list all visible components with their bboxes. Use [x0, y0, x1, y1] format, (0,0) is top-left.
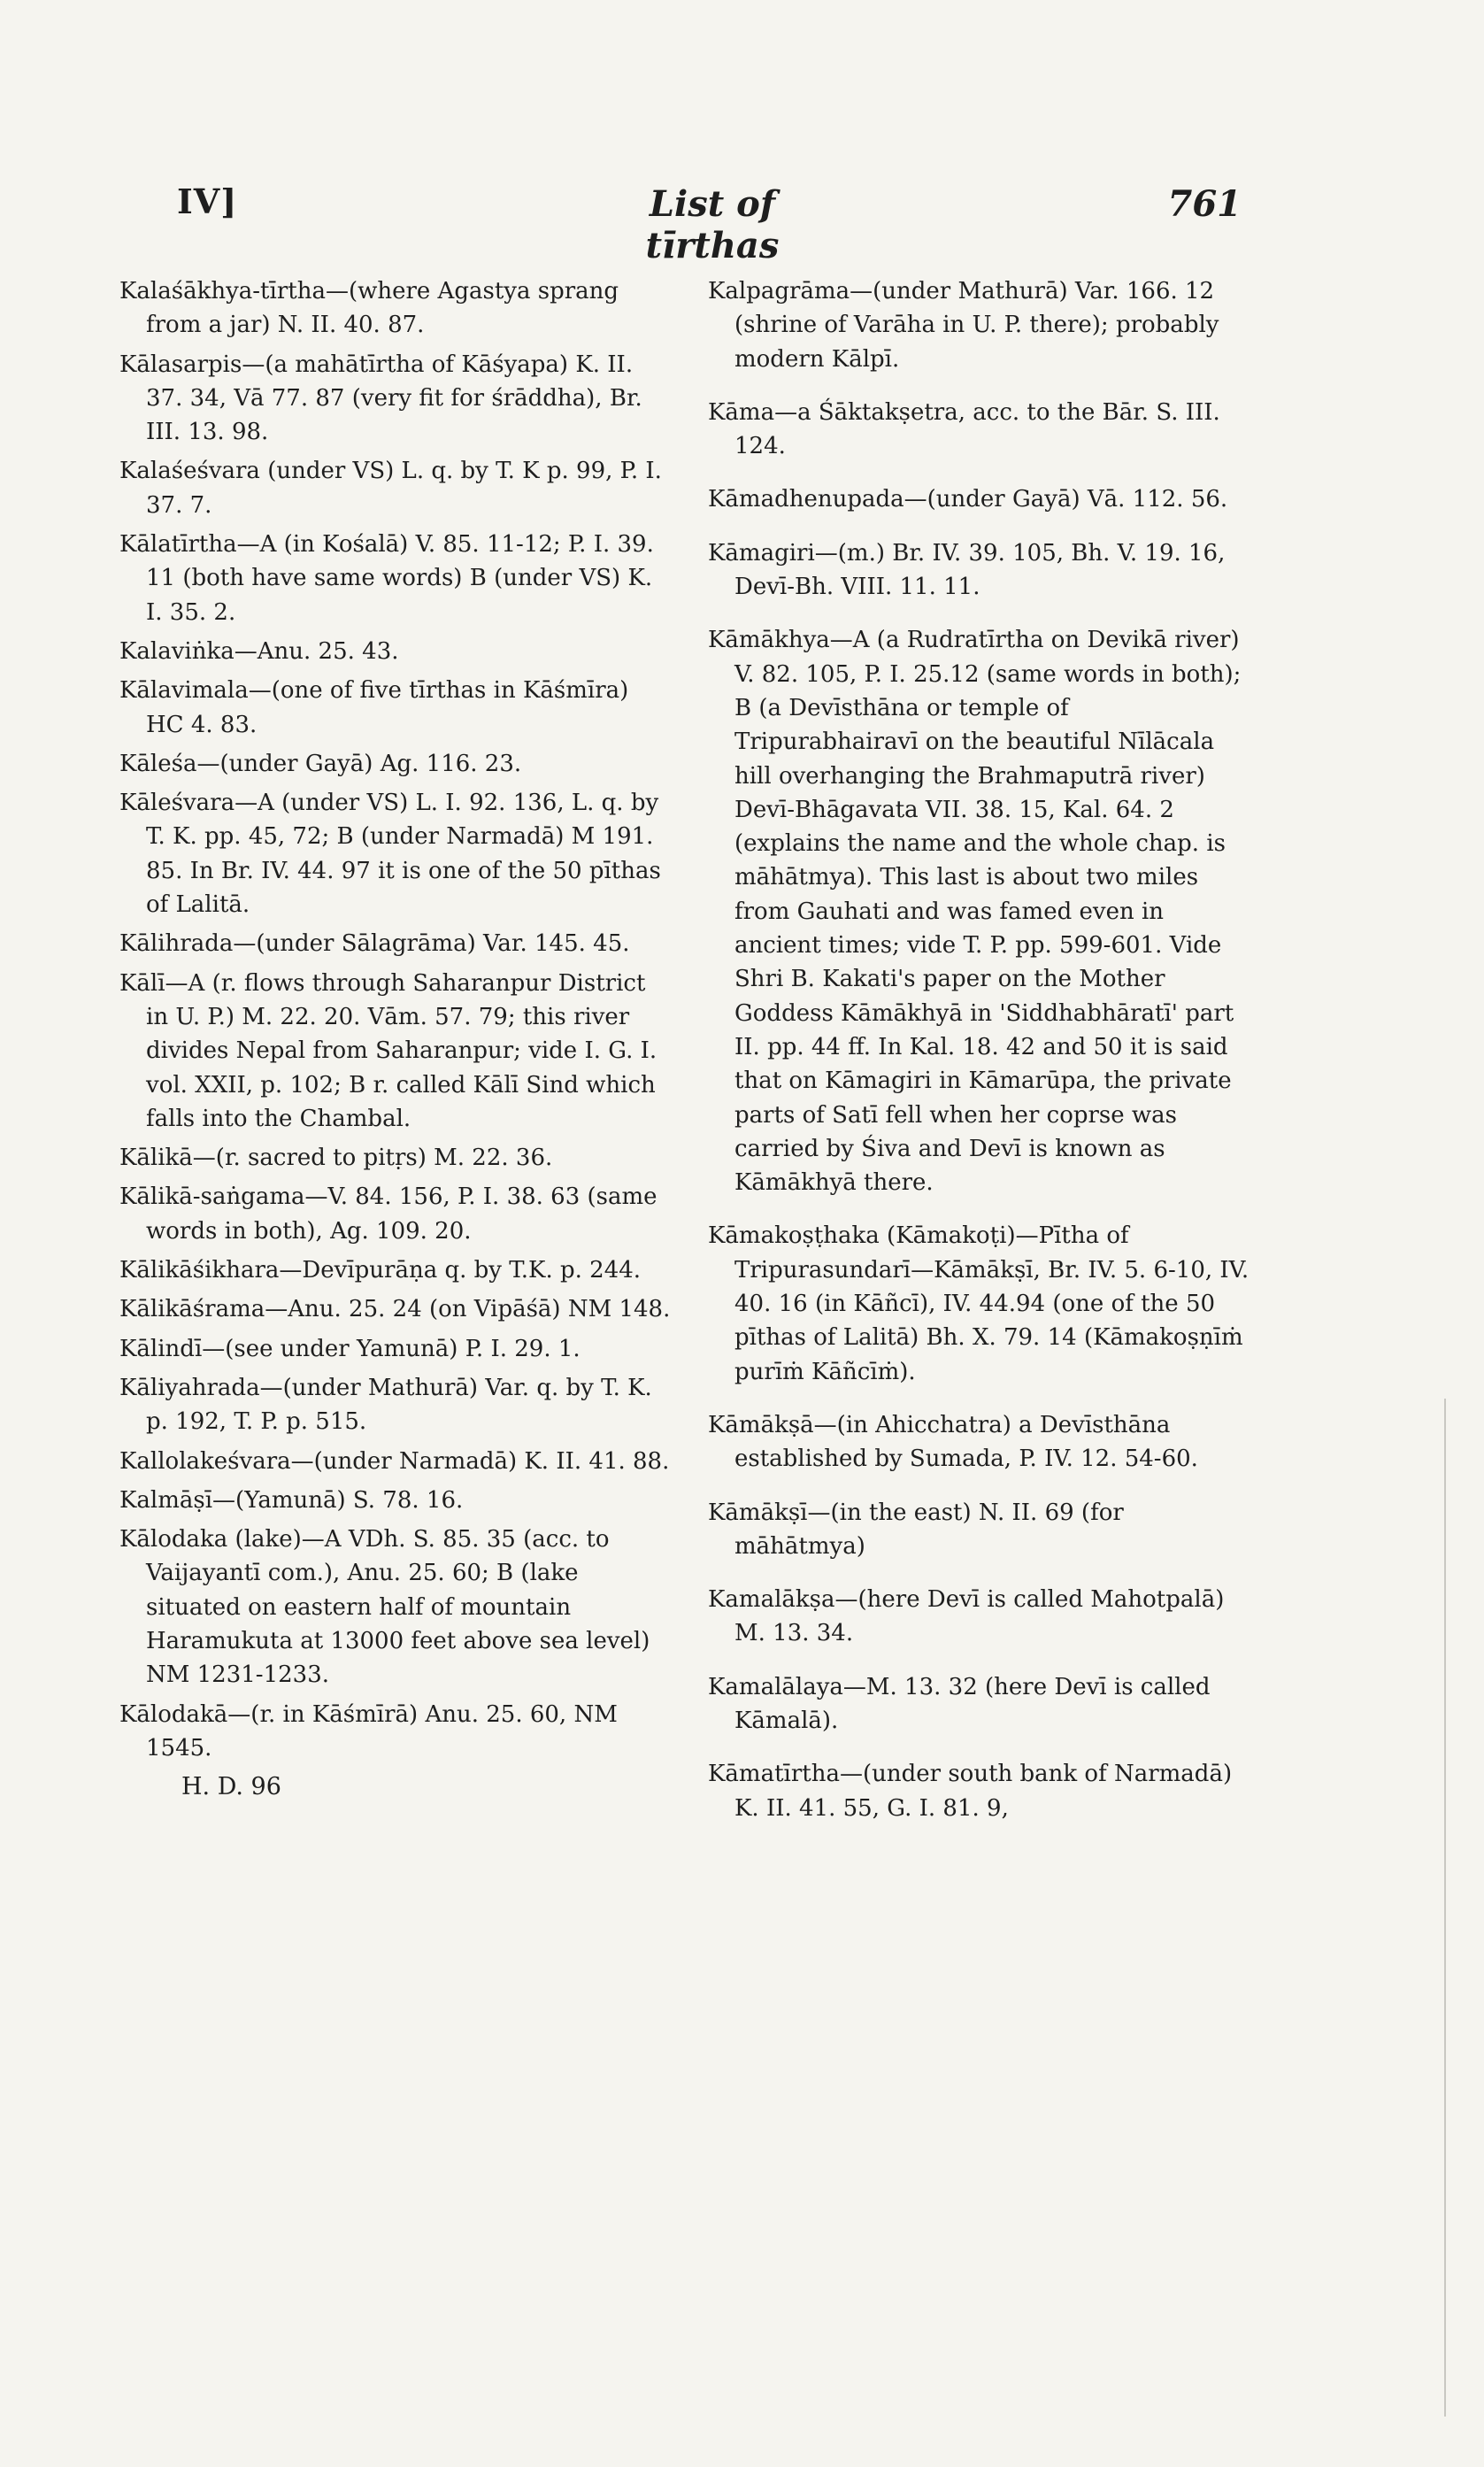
printer-signature: H. D. 96 — [181, 1773, 281, 1801]
entry-kalodaka-lake: Kālodaka (lake)—A VDh. S. 85. 35 (acc. to Vaijayantī com.), Anu. 25. 60; B (lake situated on eastern half of mountain Haramukuta at 13000 feet above sea level) NM 1231-1233. — [119, 1526, 650, 1689]
entry-kama: Kāma—a Śāktakṣetra, acc. to the Bār. S. III. 124. — [708, 398, 1220, 460]
right-column — [708, 274, 1257, 1845]
page-number: 761 — [1167, 183, 1242, 225]
entry-kalavinka: Kalaviṅka—Anu. 25. 43. — [119, 637, 399, 665]
entry-kamaksa: Kāmākṣā—(in Ahicchatra) a Devīsthāna established by Sumada, P. IV. 12. 54-60. — [708, 1411, 1198, 1473]
entry-kalpagrama: Kalpagrāma—(under Mathurā) Var. 166. 12 (shrine of Varāha in U. P. there); probably modern Kālpī. — [708, 278, 1219, 373]
entry-kali: Kālī—A (r. flows through Saharanpur District in U. P.) M. 22. 20. Vām. 57. 79; this river divides Nepal from Saharanpur; vide I. G. I. vol. XXII, p. 102; B r. called Kālī Sind which falls into the Chambal. — [119, 969, 657, 1132]
entry-kamatirtha: Kāmatīrtha—(under south bank of Narmadā) K. II. 41. 55, G. I. 81. 9, — [708, 1761, 1233, 1822]
entry-kamagiri: Kāmagiri—(m.) Br. IV. 39. 105, Bh. V. 19. 16, Devī-Bh. VIII. 11. 11. — [708, 539, 1226, 601]
entry-kalesvara: Kāleśvara—A (under VS) L. I. 92. 136, L. q. by T. K. pp. 45, 72; B (under Narmadā) M 191. 85. In Br. IV. 44. 97 it is one of the 50 pīthas of Lalitā. — [119, 790, 661, 919]
entry-kamaksi: Kāmākṣī—(in the east) N. II. 69 (for māhātmya) — [708, 1499, 1124, 1560]
entry-kalika: Kālikā—(r. sacred to pitṛs) M. 22. 36. — [119, 1145, 553, 1172]
scan-edge-line — [1444, 1399, 1446, 2417]
entry-kalasakhya-tirtha: Kalaśākhya-tīrtha—(where Agastya sprang from a jar) N. II. 40. 87. — [119, 278, 619, 339]
entry-kamalalaya: Kamalālaya—M. 13. 32 (here Devī is called Kāmalā). — [708, 1673, 1211, 1734]
entry-kalatirtha: Kālatīrtha—A (in Kośalā) V. 85. 11-12; P. I. 39. 11 (both have same words) B (under VS) K. I. 35. 2. — [119, 531, 654, 626]
entry-kamadhenupada: Kāmadhenupada—(under Gayā) Vā. 112. 56. — [708, 486, 1228, 513]
entry-kalikasrama: Kālikāśrama—Anu. 25. 24 (on Vipāśā) NM 148. — [119, 1296, 671, 1323]
entry-kalesa: Kāleśa—(under Gayā) Ag. 116. 23. — [119, 750, 522, 777]
entry-kalodaka-river: Kālodakā—(r. in Kāśmīrā) Anu. 25. 60, NM 1545. — [119, 1700, 618, 1762]
running-title: List of tīrthas — [645, 183, 780, 266]
entry-kallolakesvara: Kallolakeśvara—(under Narmadā) K. II. 41. 88. — [119, 1447, 670, 1475]
entry-kalika-sangama: Kālikā-saṅgama—V. 84. 156, P. I. 38. 63 (same words in both), Ag. 109. 20. — [119, 1183, 657, 1245]
entry-kalavimala: Kālavimala—(one of five tīrthas in Kāśmīra) HC 4. 83. — [119, 677, 629, 738]
entry-kamakhya: Kāmākhya—A (a Rudratīrtha on Devikā river) V. 82. 105, P. I. 25.12 (same words in both); B (a Devīsthāna or temple of Tripurabhairavī on the beautiful Nīlācala hill overhanging the Brahmaputrā river) Devī-Bhāgavata VII. 38. 15, Kal. 64. 2 (explains the name and the whole chap. is māhātmya). This last is about two miles from Gauhati and was famed even in ancient times; vide T. P. pp. 599-601. Vide Shri B. Kakati's paper on the Mother Goddess Kāmākhyā in 'Siddhabhāratī' part II. pp. 44 ff. In Kal. 18. 42 and 50 it is said that on Kāmagiri in Kāmarūpa, the private parts of Satī fell when her coprse was carried by Śiva and Devī is known as Kāmākhyā there. — [708, 627, 1242, 1197]
entry-kalasarpis: Kālasarpis—(a mahātīrtha of Kāśyapa) K. II. 37. 34, Vā 77. 87 (very fit for śrāddha), Br. III. 13. 98. — [119, 351, 642, 446]
entry-kalasesvara: Kalaśeśvara (under VS) L. q. by T. K p. 99, P. I. 37. 7. — [119, 458, 662, 519]
entry-kaliyahrada: Kāliyahrada—(under Mathurā) Var. q. by T. K. p. 192, T. P. p. 515. — [119, 1374, 652, 1436]
section-label: IV] — [177, 181, 238, 221]
left-column — [119, 274, 673, 1804]
entry-kalihrada: Kālihrada—(under Sālagrāma) Var. 145. 45. — [119, 930, 630, 958]
entry-kalmasi: Kalmāṣī—(Yamunā) S. 78. 16. — [119, 1486, 464, 1514]
entry-kalikasikhara: Kālikāśikhara—Devīpurāṇa q. by T.K. p. 244. — [119, 1257, 642, 1284]
entry-kamakosthaka: Kāmakoṣṭhaka (Kāmakoṭi)—Pītha of Tripurasundarī—Kāmākṣī, Br. IV. 5. 6-10, IV. 40. 16 (in Kāñcī), IV. 44.94 (one of the 50 pīthas of Lalitā) Bh. X. 79. 14 (Kāmakoṣṇīṁ purīṁ Kāñcīṁ). — [708, 1222, 1249, 1385]
entry-kalindi: Kālindī—(see under Yamunā) P. I. 29. 1. — [119, 1335, 581, 1362]
page-header — [0, 181, 1484, 266]
entry-kamalaksa: Kamalākṣa—(here Devī is called Mahotpalā) M. 13. 34. — [708, 1586, 1225, 1647]
